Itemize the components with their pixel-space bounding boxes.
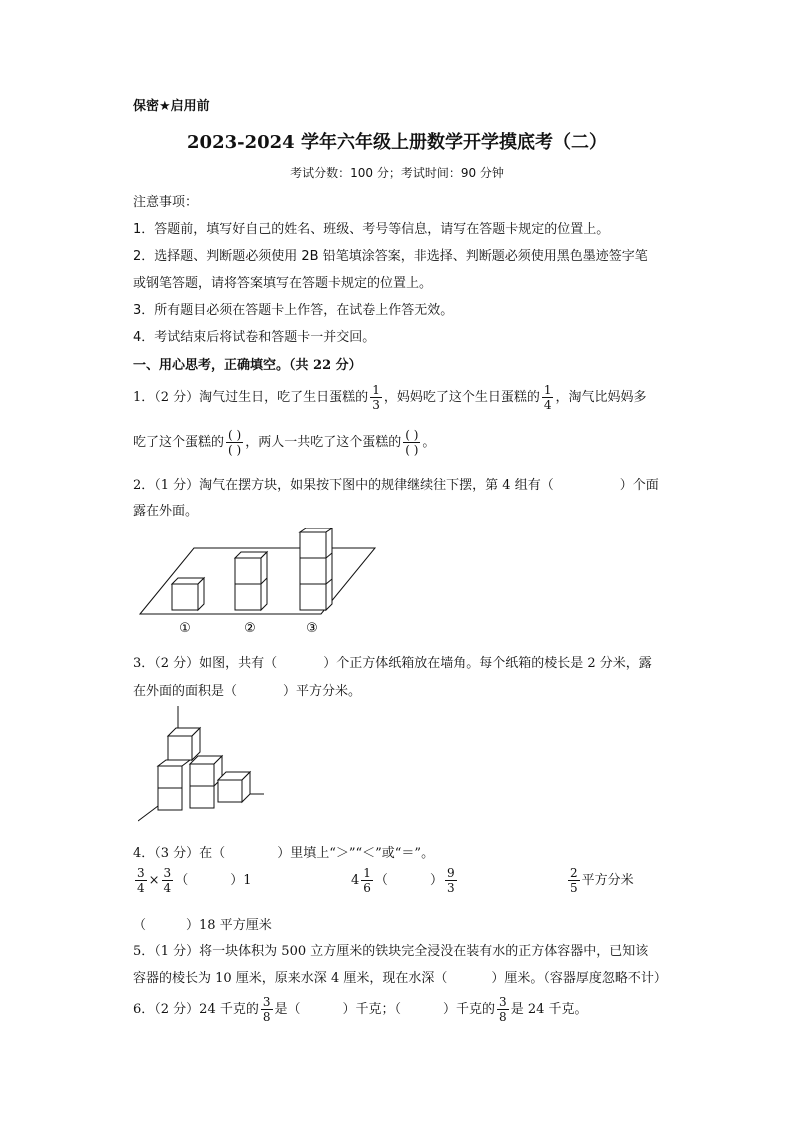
note-item: 2．选择题、判断题必须使用 2B 铅笔填涂答案，非选择、判断题必须使用黑色墨迹签字笔: [133, 249, 648, 264]
denominator: 6: [363, 881, 371, 895]
denominator: 4: [543, 398, 552, 412]
paren-open: （: [133, 918, 147, 933]
fraction: [261, 995, 273, 1024]
numerator-blank[interactable]: ( ): [228, 428, 242, 442]
cube-stacks-figure: [130, 528, 390, 638]
q2-text: 2．（1 分）淘气在摆方块，如果按下图中的规律继续往下摆，第 4 组有（: [133, 478, 554, 493]
numerator: 3: [499, 995, 507, 1009]
fraction: [361, 866, 373, 895]
numerator: 9: [446, 866, 455, 880]
q5-text: ）厘米。（容器厚度忽略不计）: [491, 971, 667, 986]
section-title: 一、用心思考，正确填空。（共 22 分）: [133, 358, 362, 373]
paren-open: （: [374, 873, 388, 888]
numerator: 1: [543, 383, 552, 397]
q2-text: ）个面: [619, 478, 659, 493]
figure-label: ③: [306, 621, 318, 636]
q3-text: ）个正方体纸箱放在墙角。每个纸箱的棱长是 2 分米，露: [323, 656, 652, 671]
note-item: 3．所有题目必须在答题卡上作答，在试卷上作答无效。: [133, 303, 454, 318]
question-2-line2: 露在外面。: [133, 504, 199, 519]
note-item: 4．考试结束后将试卷和答题卡一并交回。: [133, 330, 376, 345]
question-5-line1: 5．（1 分）将一块体积为 500 立方厘米的铁块完全浸没在装有水的正方体容器中，已知该: [133, 944, 649, 959]
numerator: 3: [137, 866, 145, 880]
q1-text: 吃了这个蛋糕的: [133, 435, 225, 450]
fraction: [445, 866, 457, 895]
q6-text: 是 24 千克。: [510, 1002, 588, 1017]
q5-text: 容器的棱长为 10 厘米，原来水深 4 厘米，现在水深（: [133, 971, 448, 986]
answer-blank-fraction[interactable]: [226, 428, 243, 457]
page-title: 2023-2024 学年六年级上册数学开学摸底考（二）: [187, 132, 607, 153]
floor-edge: [138, 806, 158, 821]
cube-stack-3: [300, 528, 332, 610]
question-6: [133, 995, 588, 1024]
question-1-line2: [133, 428, 435, 457]
denominator: 4: [163, 881, 172, 895]
exam-info: 考试分数：100 分；考试时间：90 分钟: [290, 166, 504, 180]
paren-close: ）1: [230, 873, 252, 888]
denominator: 8: [262, 1010, 271, 1024]
question-3-line2: [133, 680, 361, 699]
question-3-line1: [133, 652, 652, 671]
question-1-line1: [133, 383, 647, 412]
q4-expression-3: [566, 866, 634, 895]
q1-text: ，妈妈吃了这个生日蛋糕的: [383, 390, 540, 405]
paren-close: ）: [429, 873, 443, 888]
denominator: 5: [570, 881, 578, 895]
numerator: 1: [372, 383, 380, 397]
unit-text: 平方分米: [581, 873, 634, 888]
fraction: [497, 995, 509, 1024]
q6-text: ）千克的: [443, 1002, 496, 1017]
denominator: 3: [446, 881, 455, 895]
q1-text: ，淘气比妈妈多: [555, 390, 647, 405]
numerator: 3: [262, 995, 271, 1009]
fraction: [135, 866, 147, 895]
q6-text: ）千克；（: [342, 1002, 402, 1017]
figure-label: ①: [179, 621, 191, 636]
fraction-one-third: [370, 383, 382, 412]
denominator: 4: [137, 881, 145, 895]
question-2-line1: [133, 474, 659, 493]
denominator-blank[interactable]: ( ): [405, 443, 419, 457]
q4-expression-2: [351, 866, 459, 895]
times-sign: ×: [148, 873, 160, 888]
paren-open: （: [175, 873, 189, 888]
q4-text: 4．（3 分）在（: [133, 846, 226, 861]
q3-text: 3．（2 分）如图，共有（: [133, 656, 278, 671]
note-item: 或钢笔答题，请将答案填写在答题卡规定的位置上。: [133, 276, 433, 291]
whole-number: 4: [351, 873, 360, 888]
numerator: 2: [570, 866, 578, 880]
numerator: 3: [163, 866, 172, 880]
cube-stack-2: [235, 552, 267, 610]
q1-text: 1．（2 分）淘气过生日，吃了生日蛋糕的: [133, 390, 369, 405]
notes-heading: 注意事项：: [133, 195, 199, 210]
q6-text: 是（: [274, 1002, 301, 1017]
q4-text: ）里填上“＞”“＜”或“＝”。: [277, 846, 435, 861]
numerator-blank[interactable]: ( ): [405, 428, 419, 442]
denominator: 8: [499, 1010, 507, 1024]
cube-stack-1: [172, 578, 204, 610]
q6-text: 6．（2 分）24 千克的: [133, 1002, 259, 1017]
q4-expression-1: [133, 866, 251, 895]
q4-expression-3-line2: [133, 914, 272, 933]
note-item: 1．答题前，填写好自己的姓名、班级、考号等信息，请写在答题卡规定的位置上。: [133, 222, 610, 237]
denominator: 3: [372, 398, 380, 412]
q3-text: 在外面的面积是（: [133, 684, 238, 699]
confidential-label: 保密★启用前: [133, 99, 210, 114]
corner-boxes-figure: [138, 706, 268, 822]
figure-label: ②: [244, 621, 256, 636]
question-5-line2: [133, 967, 667, 986]
fraction: [568, 866, 580, 895]
q1-text: ，两人一共吃了这个蛋糕的: [245, 435, 402, 450]
q3-text: ）平方分米。: [283, 684, 362, 699]
fraction: [162, 866, 174, 895]
answer-blank-fraction[interactable]: [403, 428, 420, 457]
paren-close: ）18 平方厘米: [186, 918, 272, 933]
denominator-blank[interactable]: ( ): [228, 443, 242, 457]
q1-text: 。: [422, 435, 436, 450]
question-4-line1: [133, 842, 434, 861]
numerator: 1: [363, 866, 371, 880]
fraction-one-quarter: [542, 383, 554, 412]
